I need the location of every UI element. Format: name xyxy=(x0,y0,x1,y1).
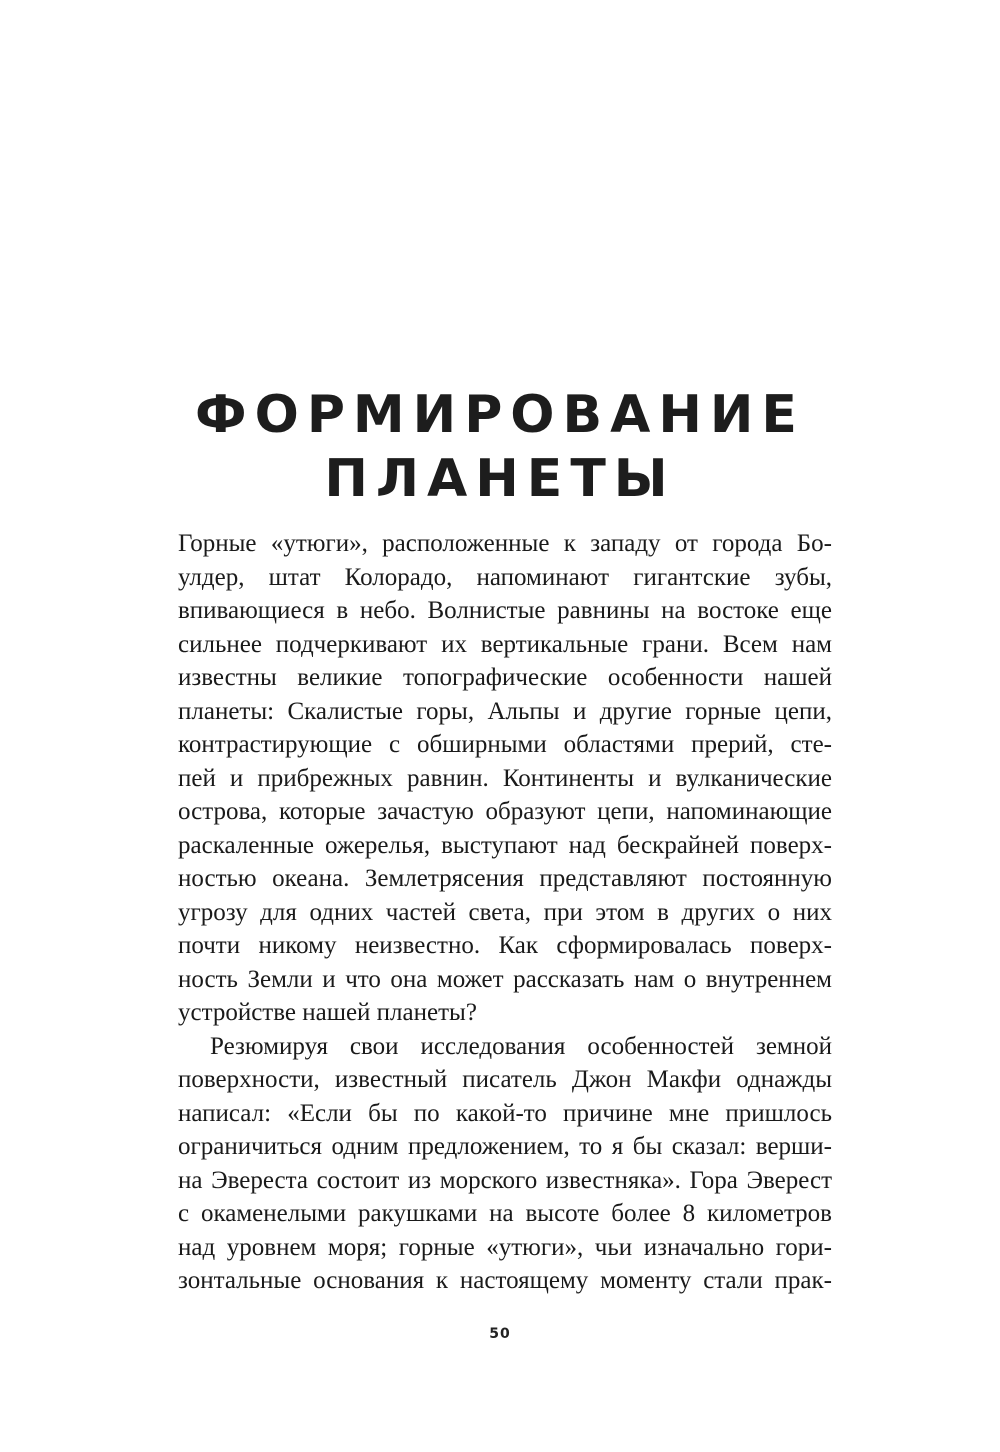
text-line: улдер, штат Колорадо, напоминают гигантские зубы, xyxy=(178,563,832,591)
text-line: сильнее подчеркивают их вертикальные грани. Всем нам xyxy=(178,630,832,658)
chapter-title-line: ФОРМИРОВАНИЕ xyxy=(195,384,805,445)
text-line: на Эвереста состоит из морского известняка». Гора Эверест xyxy=(178,1166,832,1194)
text-line: ностью океана. Землетрясения представляют постоянную xyxy=(178,865,832,892)
text-line: зонтальные основания к настоящему моменту стали прак- xyxy=(178,1267,832,1294)
text-line: поверхности, известный писатель Джон Макфи однажды xyxy=(178,1066,832,1093)
text-line: устройстве нашей планеты? xyxy=(178,999,477,1026)
text-line: над уровнем моря; горные «утюги», чьи изначально гори- xyxy=(178,1233,832,1261)
text-line: пей и прибрежных равнин. Континенты и вулканические xyxy=(178,764,832,792)
text-line: контрастирующие с обширными областями прерий, сте- xyxy=(178,731,832,758)
body-text xyxy=(178,527,832,1298)
text-line: написал: «Если бы по какой-то причине мне пришлось xyxy=(178,1099,832,1127)
text-line: с окаменелыми ракушками на высоте более 8 километров xyxy=(178,1200,832,1227)
text-line: почти никому неизвестно. Как сформировалась поверх- xyxy=(178,932,832,959)
chapter-title-line: ПЛАНЕТЫ xyxy=(324,448,676,509)
text-line: ограничиться одним предложением, то я бы сказал: верши- xyxy=(178,1133,832,1160)
text-line: Резюмируя свои исследования особенностей земной xyxy=(210,1032,832,1060)
text-line: впивающиеся в небо. Волнистые равнины на востоке еще xyxy=(178,597,832,624)
text-line: планеты: Скалистые горы, Альпы и другие горные цепи, xyxy=(178,697,832,725)
paragraph-2 xyxy=(178,1030,832,1298)
chapter-title xyxy=(0,383,1000,511)
text-line: острова, которые зачастую образуют цепи, напоминающие xyxy=(178,798,832,825)
text-line: известны великие топографические особенности нашей xyxy=(178,664,832,691)
text-line: раскаленные ожерелья, выступают над бескрайней поверх- xyxy=(178,831,832,859)
paragraph-1 xyxy=(178,527,832,1030)
page-number: 50 xyxy=(489,1326,511,1342)
text-line: Горные «утюги», расположенные к западу от города Бо- xyxy=(178,530,832,557)
text-line: ность Земли и что она может рассказать нам о внутреннем xyxy=(178,965,832,993)
text-line: угрозу для одних частей света, при этом в других о них xyxy=(178,898,832,926)
